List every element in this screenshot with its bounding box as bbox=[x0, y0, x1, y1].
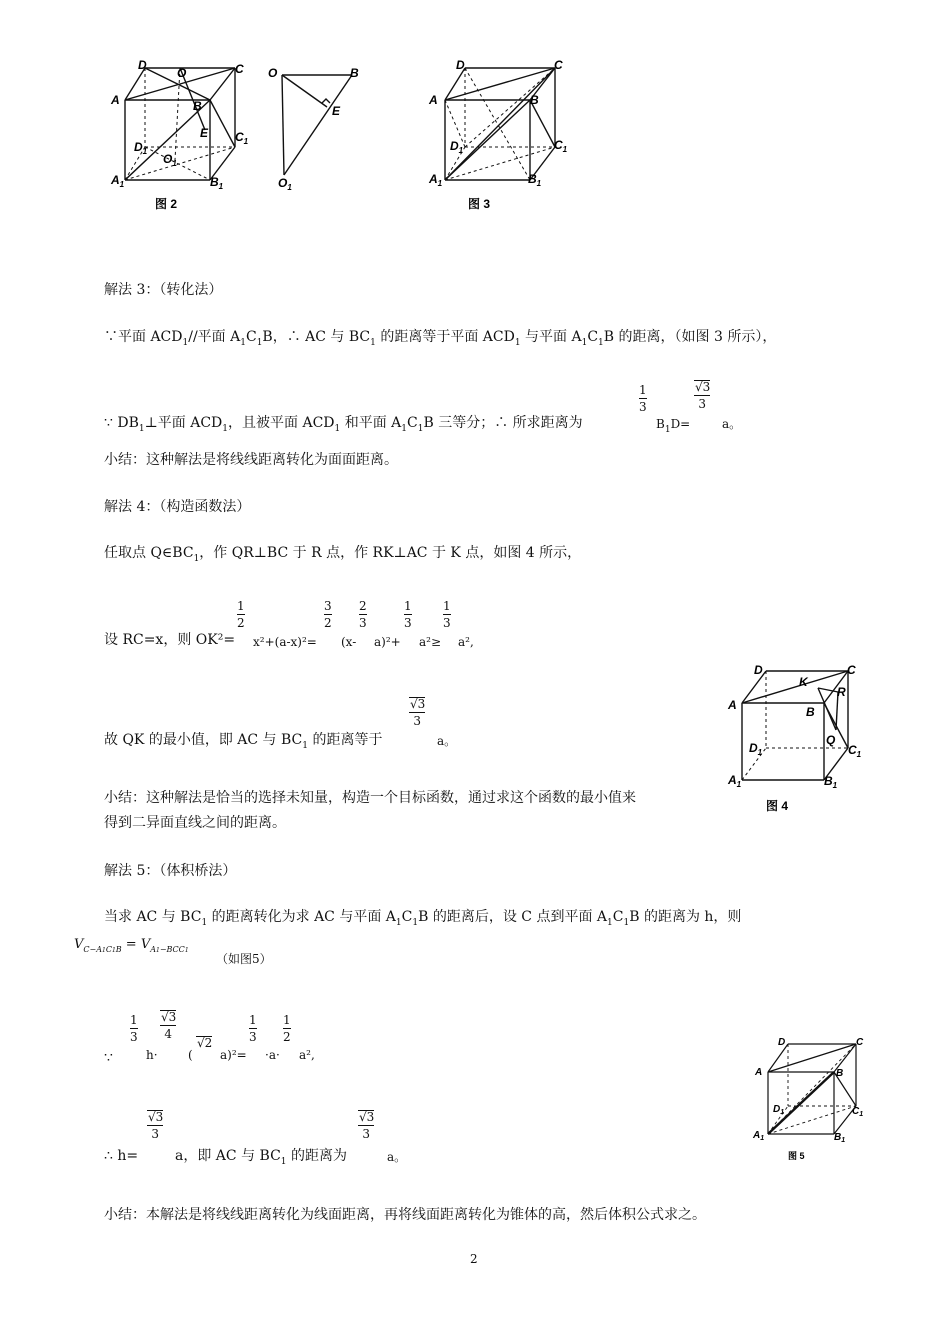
method-5-volume-eq: $V_{C-A1C1B} = V_{A1-BCC1}$ bbox=[74, 937, 189, 954]
method-4-a-end: a。 bbox=[437, 734, 457, 748]
fig2-label-a: A bbox=[111, 93, 120, 107]
fig2b-label-o1: $O_1$ bbox=[278, 176, 292, 192]
fig4-label-c1: $C_1$ bbox=[848, 743, 862, 759]
page-number: 2 bbox=[470, 1252, 478, 1266]
fig5-label-b1: $B_1$ bbox=[834, 1132, 846, 1144]
method-5-frac-sqrt3-3-b: $\frac{√3}{3}$ bbox=[359, 1110, 375, 1141]
fig2-label-b1: $B_1$ bbox=[210, 175, 224, 191]
fig2-label-d1: $D_1$ bbox=[134, 140, 148, 156]
fig2b-label-b: B bbox=[350, 66, 359, 80]
method-4-line-2-c: (x- bbox=[341, 635, 357, 649]
fig3-caption: 图 3 bbox=[468, 197, 491, 211]
fig4-label-b: B bbox=[806, 705, 815, 719]
method-4-line-2-d: a)²+ bbox=[374, 635, 401, 649]
fig5-caption: 图 5 bbox=[788, 1151, 805, 1161]
method-4-frac-4: $\frac{1}{3}$ bbox=[404, 599, 412, 630]
fig3-label-d: D bbox=[456, 58, 465, 72]
method-4-title: 解法 4：（构造函数法） bbox=[104, 499, 251, 515]
fig5-label-c1: $C_1$ bbox=[852, 1106, 864, 1118]
fig4-label-a: A bbox=[728, 698, 737, 712]
method-3-title: 解法 3：（转化法） bbox=[104, 282, 223, 298]
fig4-label-b1: $B_1$ bbox=[824, 774, 838, 790]
method-4-line-2-b: x²+(a-x)²= bbox=[253, 635, 317, 649]
fig4-caption: 图 4 bbox=[766, 799, 789, 813]
method-5-frac-2: $\frac{√3}{4}$ bbox=[161, 1010, 177, 1041]
method-5-line-2-f: a², bbox=[299, 1048, 315, 1062]
fig3-label-b: B bbox=[530, 93, 539, 107]
fig4-label-c: C bbox=[847, 663, 856, 677]
method-5-frac-4: $\frac{1}{2}$ bbox=[283, 1013, 291, 1044]
method-5-frac-sqrt3-3-a: $\frac{√3}{3}$ bbox=[148, 1110, 164, 1141]
method-4-summary-2: 得到二异面直线之间的距离。 bbox=[104, 815, 286, 831]
fig3-label-c: C bbox=[554, 58, 563, 72]
fig2-label-d: D bbox=[138, 58, 147, 72]
method-3-line-2: ∵ $DB_1\perp$平面 $ACD_1$，且被平面 $ACD_1$ 和平面 $A_1C_1B$ 三等分；∴ 所求距离为 bbox=[104, 415, 583, 434]
method-5-frac-1: $\frac{1}{3}$ bbox=[130, 1013, 138, 1044]
fig5-label-a: A bbox=[755, 1067, 763, 1078]
fig3-label-d1: $D_1$ bbox=[450, 139, 464, 155]
method-3-line-1: ∵平面 $ACD_1//$平面 $A_1C_1B$，∴ AC 与 $BC_1$ 的距离等于平面 $ACD_1$ 与平面 $A_1C_1B$ 的距离，（如图 3 所示）， bbox=[104, 329, 777, 348]
method-5-line-2-c: ( bbox=[188, 1048, 193, 1062]
figure-2-triangle bbox=[262, 55, 372, 195]
fig3-label-a: A bbox=[429, 93, 438, 107]
method-4-frac-sqrt3-3: $\frac{√3}{3}$ bbox=[410, 697, 426, 728]
figure-4-cube bbox=[720, 658, 870, 818]
fig2-label-c: C bbox=[235, 62, 244, 76]
method-4-frac-2: $\frac{3}{2}$ bbox=[324, 599, 332, 630]
fig2b-label-e: E bbox=[332, 104, 341, 118]
fig4-label-d: D bbox=[754, 663, 763, 677]
method-5-summary: 小结：本解法是将线线距离转化为线面距离，再将线面距离转化为锥体的高，然后体积公式求之。 bbox=[104, 1207, 706, 1223]
method-4-summary-1: 小结：这种解法是恰当的选择未知量，构造一个目标函数，通过求这个函数的最小值来 bbox=[104, 790, 636, 806]
method-5-line-2-e: ·a· bbox=[265, 1048, 280, 1062]
fig5-label-d1: $D_1$ bbox=[773, 1104, 785, 1116]
method-3-b1d: $B_1D=$ bbox=[656, 417, 691, 435]
method-3-a-end: a。 bbox=[722, 417, 742, 431]
method-5-line-3-a: ∴ h= bbox=[104, 1148, 139, 1164]
fig5-label-a1: $A_1$ bbox=[753, 1130, 765, 1142]
fig3-label-c1: $C_1$ bbox=[554, 138, 568, 154]
fig4-label-k: K bbox=[799, 675, 808, 689]
figure-3-cube bbox=[420, 55, 580, 215]
fig2-label-b: B bbox=[193, 99, 202, 113]
fig4-label-a1: $A_1$ bbox=[728, 773, 742, 789]
method-4-line-1: 任取点 $Q\in BC_1$，作 QR⊥BC 于 R 点，作 RK⊥AC 于 K 点，如图 4 所示， bbox=[104, 545, 582, 564]
method-3-summary: 小结：这种解法是将线线距离转化为面面距离。 bbox=[104, 452, 398, 468]
method-4-frac-3: $\frac{2}{3}$ bbox=[359, 599, 367, 630]
fig3-label-a1: $A_1$ bbox=[429, 172, 443, 188]
fig2-label-a1: $A_1$ bbox=[111, 173, 125, 189]
method-4-frac-5: $\frac{1}{3}$ bbox=[443, 599, 451, 630]
fig5-label-d: D bbox=[778, 1037, 786, 1048]
figure-2-cube bbox=[100, 55, 260, 215]
method-5-a-end: a。 bbox=[387, 1150, 407, 1164]
method-4-line-2-f: a², bbox=[458, 635, 474, 649]
fig2-label-c1: $C_1$ bbox=[235, 130, 249, 146]
method-3-frac-1-3: $\frac{1}{3}$ bbox=[639, 383, 647, 414]
method-4-frac-1: $\frac{1}{2}$ bbox=[237, 599, 245, 630]
fig4-label-q: Q bbox=[826, 733, 836, 747]
method-5-line-2-b: h· bbox=[146, 1048, 158, 1062]
method-3-frac-sqrt3-3: $\frac{√3}{3}$ bbox=[695, 380, 711, 411]
fig2-label-o: O bbox=[177, 66, 187, 80]
method-5-title: 解法 5：（体积桥法） bbox=[104, 863, 237, 879]
method-4-line-2-a: 设 RC=x，则 OK²= bbox=[104, 632, 236, 648]
fig5-label-c: C bbox=[856, 1037, 864, 1048]
method-5-line-3-b: a，即 AC 与 $BC_1$ 的距离为 bbox=[175, 1148, 347, 1167]
fig2-label-e: E bbox=[200, 126, 209, 140]
method-5-sqrt2: √2 bbox=[197, 1036, 213, 1050]
fig4-label-d1: $D_1$ bbox=[749, 741, 763, 757]
method-4-line-3: 故 QK 的最小值，即 AC 与 $BC_1$ 的距离等于 bbox=[104, 732, 383, 751]
fig2-label-o1: $O_1$ bbox=[163, 152, 177, 168]
fig3-label-b1: $B_1$ bbox=[528, 172, 542, 188]
fig4-label-r: R bbox=[837, 685, 846, 699]
figure-5-cube bbox=[748, 1032, 878, 1167]
fig2b-label-o: O bbox=[268, 66, 278, 80]
method-5-line-2-a: ∵ bbox=[104, 1050, 113, 1066]
method-4-line-2-e: a²≥ bbox=[419, 635, 442, 649]
fig5-label-b: B bbox=[836, 1068, 844, 1079]
fig2-caption: 图 2 bbox=[155, 197, 178, 211]
method-5-line-2-d: a)²= bbox=[220, 1048, 247, 1062]
method-5-fig-ref: （如图5） bbox=[216, 952, 272, 966]
method-5-frac-3: $\frac{1}{3}$ bbox=[249, 1013, 257, 1044]
method-5-line-1: 当求 AC 与 $BC_1$ 的距离转化为求 AC 与平面 $A_1C_1B$ 的距离后，设 C 点到平面 $A_1C_1B$ 的距离为 h，则 bbox=[104, 909, 742, 928]
